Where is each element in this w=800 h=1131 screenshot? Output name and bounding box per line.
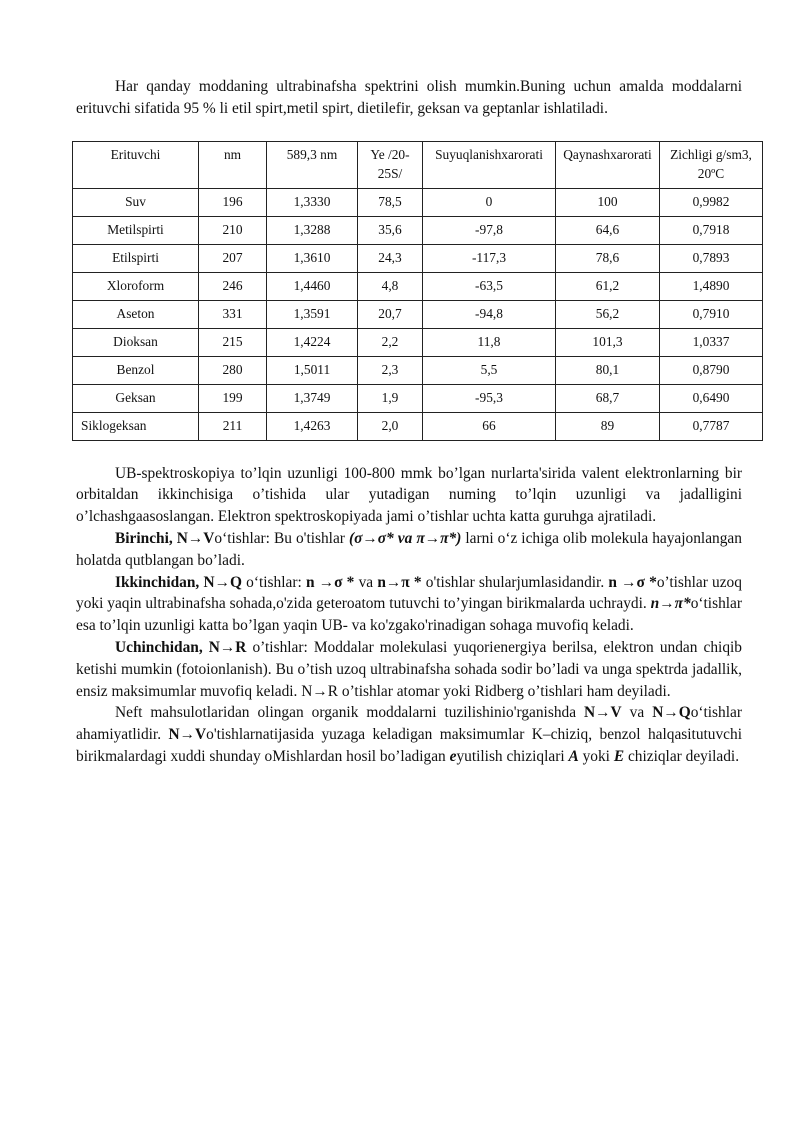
table-cell: -63,5 [423,272,556,300]
table-row [73,412,763,440]
solvent-name-cell: Benzol [73,356,199,384]
table-cell: 1,3288 [267,216,358,244]
table-cell: 1,4460 [267,272,358,300]
table-cell: 78,6 [556,244,660,272]
second-text-2: va [358,573,374,591]
oil-transition-1: N→V [584,704,622,722]
oil-transition-3: N→V [168,726,207,744]
second-lead: Ikkinchidan, [115,573,200,591]
first-text-2: larni o‘z ichiga olib molekula hayajonlangan holatda qutblangan bo’ladi. [76,529,742,569]
solvent-name-cell: Xloroform [73,272,199,300]
oil-text-4: o'tishlarnatijasida yuzaga keladigan maksimumlar K–chiziq, benzol halqasitutuvchi birikmalardagi xuddi shunday oMishlardan hosil bo’ladigan [76,726,742,765]
table-cell: 2,0 [358,412,423,440]
table-row [73,272,763,300]
table-header-row [73,141,763,188]
table-row [73,216,763,244]
table-cell: 210 [199,216,267,244]
table-cell: 0,7910 [660,300,763,328]
table-cell: 68,7 [556,384,660,412]
table-cell: 199 [199,384,267,412]
table-cell: 0,7918 [660,216,763,244]
second-transition-symbol: N→Q [203,573,242,591]
table-cell: 66 [423,412,556,440]
paragraph-second-transition [76,572,742,637]
header-nm: nm [199,141,267,188]
oil-text-1: Neft mahsulotlaridan olingan organik moddalarni tuzilishinio'rganishda [115,704,577,722]
table-cell: 211 [199,412,267,440]
table-row [73,328,763,356]
table-cell: 11,8 [423,328,556,356]
oil-text-7: chiziqlar deyiladi. [627,747,740,765]
paragraph-intro-uv: UB-spektroskopiya to’lqin uzunligi 100-800 mmk bo’lgan nurlarta'sirida valent elektronlarning bir orbitaldan ikkinchisiga o’tishida ular yutadigan numing to’lqin uzunligi va jadalligini o’lchashgaasoslangan. Elektron spektroskopiyada jami o’tishlar uchta katta guruhga ajratiladi. [76,464,742,526]
second-formula-1: n →σ * [305,573,355,591]
table-cell: 0,7893 [660,244,763,272]
table-cell: 0,6490 [660,384,763,412]
table-cell: 0,9982 [660,188,763,216]
table-cell: 2,3 [358,356,423,384]
table-cell: 0,7787 [660,412,763,440]
second-formula-3: n →σ * [608,573,657,591]
oil-e-cap-letter: E [613,747,625,765]
table-cell: 4,8 [358,272,423,300]
table-cell: 24,3 [358,244,423,272]
header-density: Zichligi g/sm3, 20ºC [660,141,763,188]
table-row [73,384,763,412]
paragraph-first-transition [76,528,742,572]
table-cell: 1,3591 [267,300,358,328]
header-boiling-point: Qaynashxarorati [556,141,660,188]
oil-text-6: yoki [582,747,610,765]
solvent-name-cell: Geksan [73,384,199,412]
table-cell: 35,6 [358,216,423,244]
table-cell: 89 [556,412,660,440]
table-cell: 78,5 [358,188,423,216]
oil-text-5: yutilish chiziqlari [456,747,565,765]
table-cell: 215 [199,328,267,356]
table-cell: 196 [199,188,267,216]
first-text-1: o‘tishlar: Bu o'tishlar [214,529,345,547]
intro-paragraph: Har qanday moddaning ultrabinafsha spektrini olish mumkin.Buning uchun amalda moddalarni erituvchi sifatida 95 % li etil spirt,metil spirt, dietilefir, geksan va geptanlar ishlatiladi. [76,78,742,117]
table-cell: 0,8790 [660,356,763,384]
first-lead: Birinchi, [115,529,173,547]
table-cell: 101,3 [556,328,660,356]
second-text-3: o'tishlar shularjumlasidandir. [425,573,605,591]
first-formula: (σ→σ* va π→π*) [348,529,462,547]
table-cell: 1,4263 [267,412,358,440]
third-text-1: o’tishlar: Moddalar molekulasi yuqorienergiya berilsa, elektron undan chiqib ketishi mumkin (fotoionlanish). Bu o’tish uzoq ultrabinafsha sohada sodir bo’ladi va unga spektrda jadallik, ensiz maksimumlar muvofiq keladi. N→R o’tishlar atomar yoki Ridberg o’tishlari ham deyiladi. [76,638,742,700]
table-cell: 100 [556,188,660,216]
table-cell: 246 [199,272,267,300]
solvent-name-cell: Etilspirti [73,244,199,272]
oil-e-letter: e [449,747,457,765]
table-cell: 1,3610 [267,244,358,272]
solvent-name-cell: Metilspirti [73,216,199,244]
solvent-name-cell: Dioksan [73,328,199,356]
table-row [73,188,763,216]
second-text-4: o’tishlar uzoq yoki yaqin ultrabinafsha sohada,o'zida geteroatom tutuvchi to’yingan birikmalarda uchraydi. [76,573,742,613]
solvent-name-cell: Suv [73,188,199,216]
oil-a-letter: A [568,747,579,765]
table-cell: 5,5 [423,356,556,384]
header-solvent: Erituvchi [73,141,199,188]
table-cell: 1,5011 [267,356,358,384]
table-cell: 1,3330 [267,188,358,216]
table-row [73,244,763,272]
table-cell: 1,9 [358,384,423,412]
header-dielectric: Ye /20-25S/ [358,141,423,188]
paragraph-oil-products [76,702,742,767]
first-transition-symbol: N→V [176,529,215,547]
second-text-1: o‘tishlar: [246,573,302,591]
table-cell: 61,2 [556,272,660,300]
oil-text-3: o‘tishlar ahamiyatlidir. [76,704,742,744]
table-cell: 331 [199,300,267,328]
table-cell: 2,2 [358,328,423,356]
second-text-5: o‘tishlar esa to’lqin uzunligi katta bo’lgan yaqin UB- va ko'zgako'rinadigan sohaga muvofiq keladi. [76,595,742,635]
table-cell: -117,3 [423,244,556,272]
header-refractive-index: 589,3 nm [267,141,358,188]
table-cell: 20,7 [358,300,423,328]
solvent-name-cell: Aseton [73,300,199,328]
solvent-name-cell: Siklogeksan [73,412,199,440]
table-cell: -94,8 [423,300,556,328]
table-cell: 1,0337 [660,328,763,356]
second-formula-4: n→π* [650,595,691,613]
table-cell: -97,8 [423,216,556,244]
table-cell: 1,4224 [267,328,358,356]
table-row [73,356,763,384]
table-cell: -95,3 [423,384,556,412]
table-cell: 0 [423,188,556,216]
second-formula-2: n→π * [377,573,422,591]
oil-text-2: va [629,704,645,722]
table-body [73,188,763,440]
table-cell: 56,2 [556,300,660,328]
third-transition-symbol: N→R [208,638,247,656]
table-cell: 1,3749 [267,384,358,412]
table-row [73,300,763,328]
table-cell: 64,6 [556,216,660,244]
oil-transition-2: N→Q [652,704,691,722]
third-lead: Uchinchidan, [115,638,203,656]
solvent-properties-table [72,141,763,441]
table-cell: 80,1 [556,356,660,384]
table-cell: 1,4890 [660,272,763,300]
header-melting-point: Suyuqlanishxarorati [423,141,556,188]
table-cell: 207 [199,244,267,272]
paragraph-third-transition [76,637,742,702]
document-page [76,76,752,768]
table-cell: 280 [199,356,267,384]
